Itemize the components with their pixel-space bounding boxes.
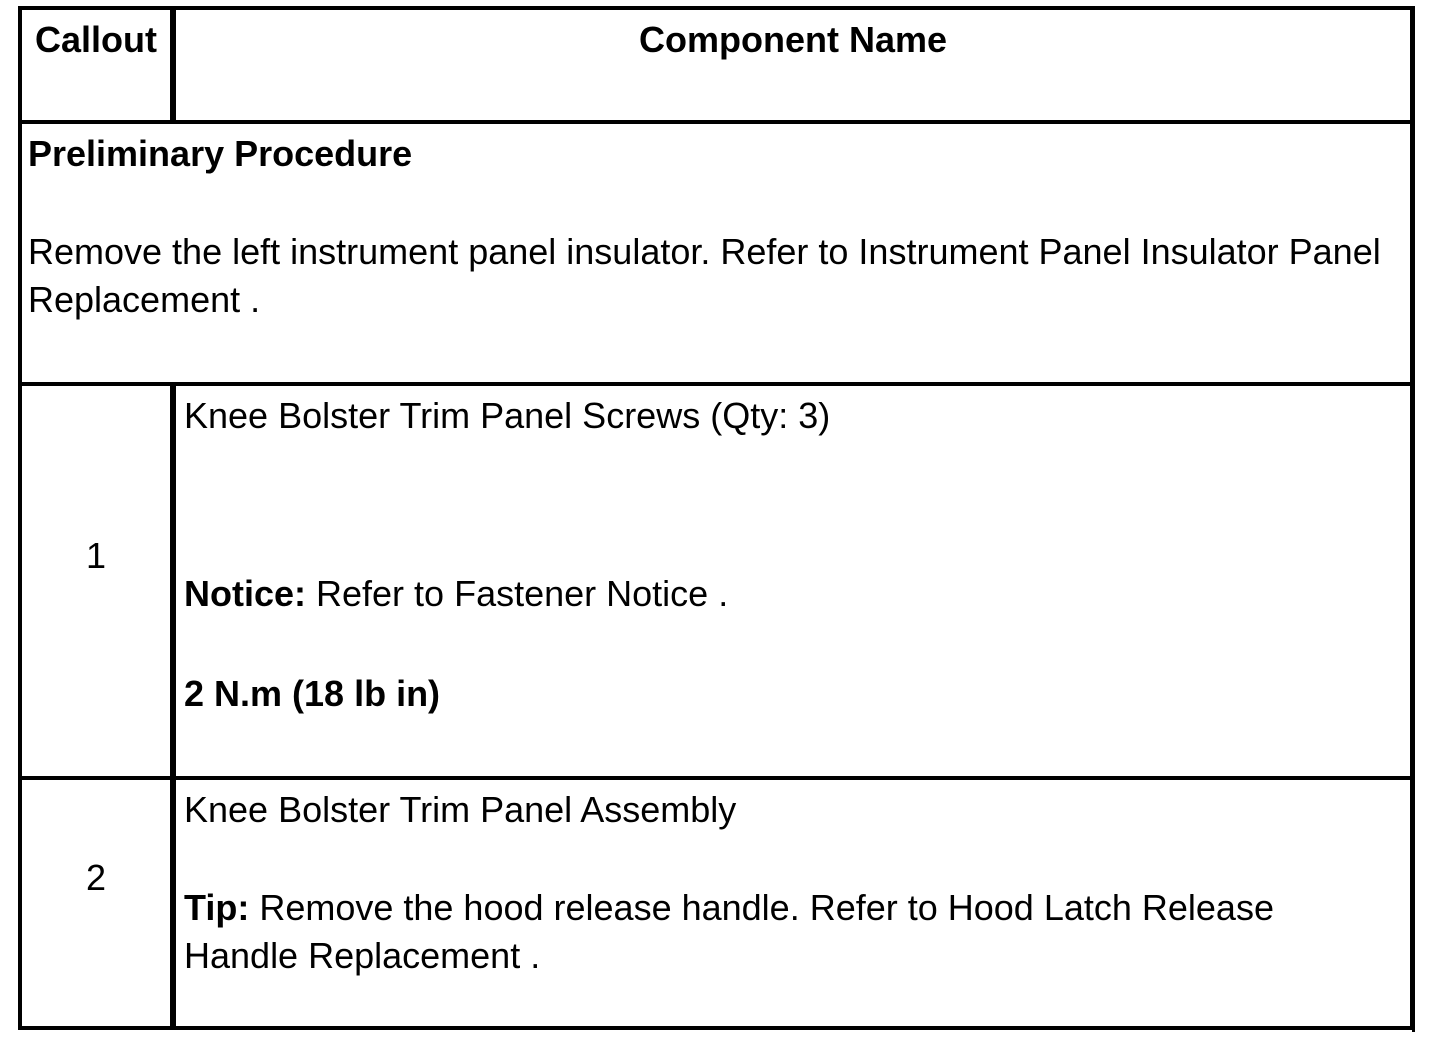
- notice-line: [184, 570, 728, 618]
- header-divider: [22, 120, 1410, 124]
- preliminary-procedure: [28, 128, 1408, 378]
- table-row-2-callout: [22, 780, 170, 1026]
- table-row-2-component: [184, 780, 1404, 1026]
- notice-text: Refer to Fastener Notice .: [306, 573, 729, 614]
- torque-spec: 2 N.m (18 lb in): [184, 673, 441, 714]
- tip-text: Remove the hood release handle. Refer to Hood Latch Release Handle Replacement .: [184, 887, 1274, 976]
- preliminary-text: Remove the left instrument panel insulator. Refer to Instrument Panel Insulator Panel Replacement .: [28, 231, 1381, 320]
- tip-line: [184, 884, 1394, 980]
- table-row-1-component: [184, 386, 1404, 776]
- preliminary-title: Preliminary Procedure: [28, 133, 413, 174]
- table-right-border: [1412, 6, 1415, 1032]
- callout-number: 2: [85, 857, 107, 898]
- component-table: [18, 6, 1414, 1030]
- component-name: Knee Bolster Trim Panel Assembly: [184, 789, 737, 830]
- header-callout: Callout: [35, 19, 157, 60]
- component-name: Knee Bolster Trim Panel Screws (Qty: 3): [184, 395, 831, 436]
- tip-label: Tip:: [184, 887, 250, 928]
- header-component-name: Component Name: [638, 19, 948, 60]
- table-row-1-callout: [22, 386, 170, 776]
- notice-label: Notice:: [184, 573, 307, 614]
- body-column-divider: [170, 386, 176, 1026]
- callout-number: 1: [85, 535, 107, 576]
